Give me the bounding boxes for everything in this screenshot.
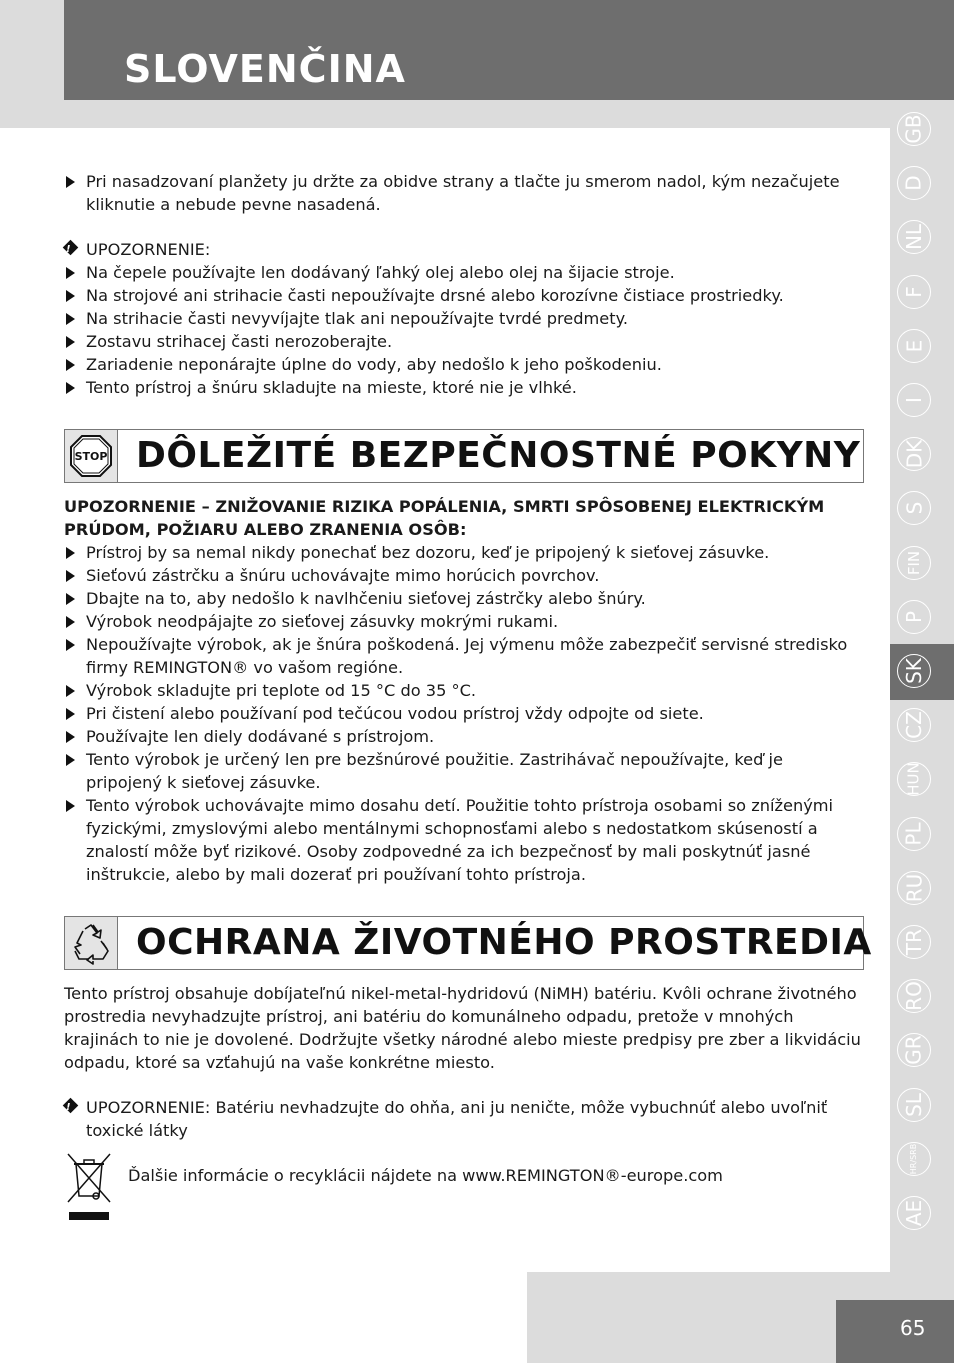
intro-list (64, 170, 864, 216)
recycling-info: Ďalšie informácie o recyklácii nájdete na www.REMINGTON®-europe.com (128, 1166, 723, 1185)
list-item: Sieťovú zástrčku a šnúru uchovávajte mimo horúcich povrchov. (64, 564, 864, 587)
safety-warning: UPOZORNENIE – ZNIŽOVANIE RIZIKA POPÁLENIA, SMRTI SPÔSOBENEJ ELEKTRICKÝM PRÚDOM, POŽIARU ALEBO ZRANENIA OSÔB: (64, 497, 825, 539)
bullet-arrow-icon (66, 176, 75, 188)
bullet-arrow-icon (66, 547, 75, 559)
environment-title: OCHRANA ŽIVOTNÉHO PROSTREDIA (136, 922, 872, 963)
recycling-row (64, 1152, 864, 1224)
bullet-arrow-icon (66, 731, 75, 743)
safety-title: DÔLEŽITÉ BEZPEČNOSTNÉ POKYNY (136, 435, 861, 476)
tab-lang-d[interactable]: D (897, 166, 931, 200)
list-item: Výrobok neodpájajte zo sieťovej zásuvky mokrými rukami. (64, 610, 864, 633)
bullet-arrow-icon (66, 382, 75, 394)
safety-list (64, 541, 864, 886)
bullet-arrow-icon (66, 336, 75, 348)
tab-lang-nl[interactable]: NL (897, 220, 931, 254)
list-item: Pri nasadzovaní planžety ju držte za obidve strany a tlačte ju smerom nadol, kým nezačujete kliknutie a nebude pevne nasadená. (64, 170, 864, 216)
bullet-arrow-icon (66, 313, 75, 325)
tab-lang-hr-srb[interactable]: HR/SRB (897, 1142, 931, 1176)
tab-lang-sl[interactable]: SL (897, 1088, 931, 1122)
tab-lang-pl[interactable]: PL (897, 817, 931, 851)
list-item: Nepoužívajte výrobok, ak je šnúra poškodená. Jej výmenu môže zabezpečiť servisné stredisko firmy REMINGTON® vo vašom regióne. (64, 633, 864, 679)
list-item: Tento výrobok uchovávajte mimo dosahu detí. Použitie tohto prístroja osobami so zníženými fyzickými, zmyslovými alebo mentálnymi schopnosťami alebo s nedostatkom skúseností a znalostí môže byť rizikové. Osoby zodpovedné za ich bezpečnosť by mali poskytnúť jasné inštrukcie, alebo by mali dozerať pri používaní tohto prístroja. (64, 794, 864, 886)
page-number-box (836, 1300, 954, 1363)
svg-text:STOP: STOP (74, 450, 108, 463)
list-item: Pri čistení alebo používaní pod tečúcou vodou prístroj vždy odpojte od siete. (64, 702, 864, 725)
tab-lang-gb[interactable]: GB (897, 112, 931, 146)
tab-lang-tr[interactable]: TR (897, 925, 931, 959)
tab-lang-ru[interactable]: RU (897, 871, 931, 905)
safety-section-header (64, 429, 864, 483)
tab-lang-dk[interactable]: DK (897, 437, 931, 471)
tab-lang-gr[interactable]: GR (897, 1033, 931, 1067)
bullet-arrow-icon (66, 616, 75, 628)
stop-sign-icon (65, 430, 118, 482)
environment-section-header (64, 916, 872, 970)
bullet-arrow-icon (66, 267, 75, 279)
bullet-arrow-icon (66, 570, 75, 582)
tab-lang-p[interactable]: P (897, 600, 931, 634)
bullet-arrow-icon (66, 685, 75, 697)
tab-lang-e[interactable]: E (897, 329, 931, 363)
tab-lang-ro[interactable]: RO (897, 979, 931, 1013)
list-item: Prístroj by sa nemal nikdy ponechať bez dozoru, keď je pripojený k sieťovej zásuvke. (64, 541, 864, 564)
crossed-bin-icon (64, 1152, 114, 1224)
page-number: 65 (900, 1316, 926, 1340)
bullet-arrow-icon (66, 290, 75, 302)
bullet-arrow-icon (66, 708, 75, 720)
bullet-arrow-icon (66, 593, 75, 605)
list-item: Zariadenie neponárajte úplne do vody, aby nedošlo k jeho poškodeniu. (64, 353, 864, 376)
list-item: Dbajte na to, aby nedošlo k navlhčeniu sieťovej zástrčky alebo šnúry. (64, 587, 864, 610)
language-tabs (890, 104, 954, 1244)
bullet-arrow-icon (66, 800, 75, 812)
caution-label: ! UPOZORNENIE: (64, 238, 864, 261)
page-title: SLOVENČINA (124, 47, 406, 91)
tab-lang-ae[interactable]: AE (897, 1196, 931, 1230)
list-item: Výrobok skladujte pri teplote od 15 °C do 35 °C. (64, 679, 864, 702)
tab-lang-hun[interactable]: HUN (897, 762, 931, 796)
list-item: Používajte len diely dodávané s prístrojom. (64, 725, 864, 748)
tab-lang-cz[interactable]: CZ (897, 708, 931, 742)
recycle-icon (65, 917, 118, 969)
tab-lang-sk[interactable]: SK (897, 654, 931, 688)
list-item: Tento prístroj a šnúru skladujte na mieste, ktoré nie je vlhké. (64, 376, 864, 399)
list-item: Zostavu strihacej časti nerozoberajte. (64, 330, 864, 353)
main-content (64, 170, 872, 1224)
warning-icon (63, 240, 79, 256)
environment-paragraph: Tento prístroj obsahuje dobíjateľnú nikel-metal-hydridovú (NiMH) batériu. Kvôli ochrane životného prostredia nevyhadzujte prístroj, ani batériu do komunálneho odpadu, pretože v mnohých krajinách to nie je dovolené. Dodržujte všetky národné alebo mieste predpisy pre zber a likvidáciu odpadu, ktoré sa vzťahujú na vaše konkrétne miesto. (64, 984, 861, 1072)
bullet-arrow-icon (66, 639, 75, 651)
tab-lang-fin[interactable]: FIN (897, 546, 931, 580)
tab-lang-s[interactable]: S (897, 491, 931, 525)
bullet-arrow-icon (66, 359, 75, 371)
list-item: Tento výrobok je určený len pre bezšnúrové použitie. Zastrihávač nepoužívajte, keď je pripojený k sieťovej zásuvke. (64, 748, 864, 794)
battery-caution: ! UPOZORNENIE: Batériu nevhadzujte do ohňa, ani ju neničte, môže vybuchnúť alebo uvoľniť toxické látky (64, 1096, 864, 1142)
bullet-arrow-icon (66, 754, 75, 766)
list-item: Na čepele používajte len dodávaný ľahký olej alebo olej na šijacie stroje. (64, 261, 864, 284)
warning-icon (63, 1098, 79, 1114)
caution-list (64, 261, 864, 399)
list-item: Na strihacie časti nevyvíjajte tlak ani nepoužívajte tvrdé predmety. (64, 307, 864, 330)
tab-lang-f[interactable]: F (897, 275, 931, 309)
list-item: Na strojové ani strihacie časti nepoužívajte drsné alebo korozívne čistiace prostriedky. (64, 284, 864, 307)
tab-lang-i[interactable]: I (897, 383, 931, 417)
